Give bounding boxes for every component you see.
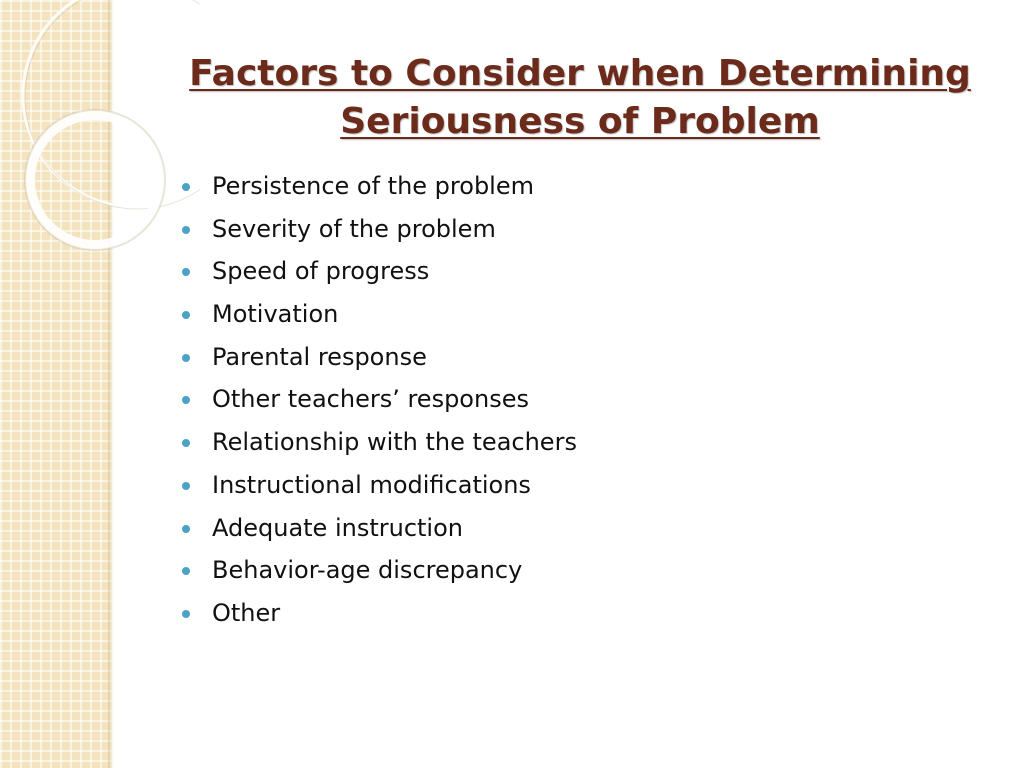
slide-title-line-2: Seriousness of Problem xyxy=(340,101,820,142)
slide-title-line-1: Factors to Consider when Determining xyxy=(189,53,971,94)
decorative-circles xyxy=(0,0,200,320)
bullet-item xyxy=(180,251,577,294)
bullet-dot-icon xyxy=(182,183,190,191)
bullet-text: Relationship with the teachers xyxy=(212,428,577,457)
bullet-item xyxy=(180,337,577,380)
bullet-item xyxy=(180,593,577,636)
bullet-text: Instructional modifications xyxy=(212,470,531,499)
bullet-dot-icon xyxy=(182,482,190,490)
bullet-dot-icon xyxy=(182,354,190,362)
slide-title xyxy=(150,50,1010,146)
bullet-dot-icon xyxy=(182,311,190,319)
bullet-dot-icon xyxy=(182,567,190,575)
bullet-item xyxy=(180,209,577,252)
bullet-dot-icon xyxy=(182,396,190,404)
bullet-dot-icon xyxy=(182,439,190,447)
bullet-dot-icon xyxy=(182,226,190,234)
bullet-dot-icon xyxy=(182,610,190,618)
bullet-text: Other teachers’ responses xyxy=(212,385,529,414)
bullet-list xyxy=(180,166,577,636)
bullet-text: Parental response xyxy=(212,342,427,371)
bullet-dot-icon xyxy=(182,268,190,276)
bullet-text: Other xyxy=(212,598,281,627)
bullet-item xyxy=(180,166,577,209)
bullet-dot-icon xyxy=(182,525,190,533)
decorative-ring-small xyxy=(30,115,160,245)
bullet-text: Speed of progress xyxy=(212,257,430,286)
bullet-item xyxy=(180,550,577,593)
bullet-text: Persistence of the problem xyxy=(212,172,534,200)
bullet-item xyxy=(180,294,577,337)
bullet-item xyxy=(180,379,577,422)
bullet-text: Motivation xyxy=(212,300,339,329)
bullet-item xyxy=(180,508,577,551)
bullet-text: Behavior-age discrepancy xyxy=(212,556,523,585)
bullet-text: Adequate instruction xyxy=(212,513,463,542)
bullet-text: Severity of the problem xyxy=(212,214,496,243)
bullet-item xyxy=(180,422,577,465)
bullet-item xyxy=(180,465,577,508)
